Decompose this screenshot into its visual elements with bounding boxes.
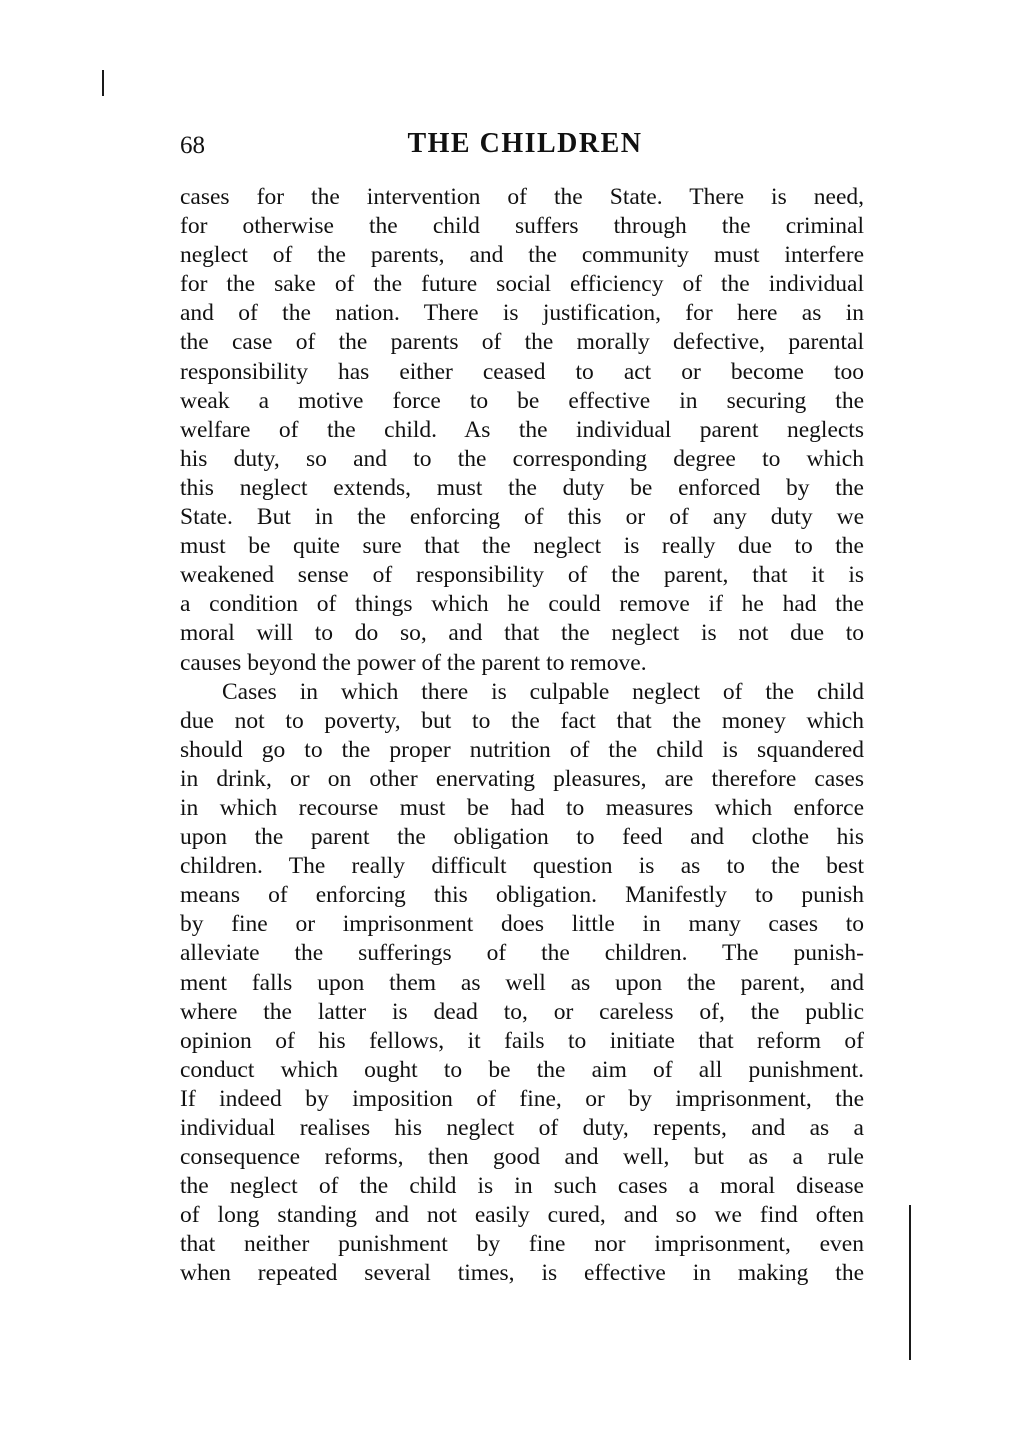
text-line: neglect of the parents, and the community must interfere xyxy=(180,242,864,269)
text-line: State. But in the enforcing of this or of any duty we xyxy=(180,504,864,531)
text-line: this neglect extends, must the duty be enforced by the xyxy=(180,474,864,501)
text-line: for otherwise the child suffers through the criminal xyxy=(180,213,864,240)
text-line: in which recourse must be had to measures which enforce xyxy=(180,794,864,821)
text-line: If indeed by imposition of fine, or by imprisonment, the xyxy=(180,1085,864,1112)
text-line: the case of the parents of the morally defective, parental xyxy=(180,329,864,356)
text-line: moral will to do so, and that the neglect is not due to xyxy=(180,620,864,647)
text-line: of long standing and not easily cured, and so we find often xyxy=(180,1202,864,1229)
text-line: conduct which ought to be the aim of all punishment. xyxy=(180,1056,864,1083)
text-line: ment falls upon them as well as upon the parent, and xyxy=(180,969,864,996)
text-line: for the sake of the future social efficiency of the individual xyxy=(180,271,864,298)
text-line: Cases in which there is culpable neglect of the child xyxy=(222,678,864,705)
text-line: a condition of things which he could remove if he had the xyxy=(180,591,864,618)
scan-edge-mark-right xyxy=(909,1205,911,1360)
text-line: opinion of his fellows, it fails to initiate that reform of xyxy=(180,1027,864,1054)
text-line: individual realises his neglect of duty, repents, and as a xyxy=(180,1115,864,1141)
text-line: and of the nation. There is justification, for here as in xyxy=(180,300,864,327)
text-line: welfare of the child. As the individual parent neglects xyxy=(180,416,864,443)
text-line: causes beyond the power of the parent to remove. xyxy=(180,649,647,676)
text-line: weakened sense of responsibility of the parent, that it is xyxy=(180,562,864,589)
text-line: where the latter is dead to, or careless of, the public xyxy=(180,998,864,1025)
text-line: that neither punishment by fine nor imprisonment, even xyxy=(180,1231,864,1258)
text-line: responsibility has either ceased to act or become too xyxy=(180,358,864,385)
text-line: his duty, so and to the corresponding degree to which xyxy=(180,445,864,472)
text-line: should go to the proper nutrition of the child is squandered xyxy=(180,736,864,763)
text-line: when repeated several times, is effective in making the xyxy=(180,1260,864,1287)
body-text xyxy=(180,183,864,1289)
text-line: must be quite sure that the neglect is really due to the xyxy=(180,533,864,560)
paragraph-2 xyxy=(180,678,864,1289)
text-line: consequence reforms, then good and well, but as a rule xyxy=(180,1144,864,1171)
text-line: due not to poverty, but to the fact that the money which xyxy=(180,707,864,734)
running-head xyxy=(180,128,870,164)
text-line: upon the parent the obligation to feed and clothe his xyxy=(180,824,864,851)
text-line: in drink, or on other enervating pleasures, are therefore cases xyxy=(180,765,864,792)
text-line: the neglect of the child is in such cases a moral disease xyxy=(180,1173,864,1200)
scan-edge-mark-top xyxy=(102,70,104,96)
text-line: cases for the intervention of the State. There is need, xyxy=(180,184,864,210)
page-number: 68 xyxy=(180,132,205,159)
text-line: children. The really difficult question is as to the best xyxy=(180,853,864,880)
running-title: THE CHILDREN xyxy=(407,128,643,159)
text-line: means of enforcing this obligation. Manifestly to punish xyxy=(180,882,864,909)
paragraph-1 xyxy=(180,183,864,678)
text-line: by fine or imprisonment does little in many cases to xyxy=(180,911,864,938)
text-line: alleviate the sufferings of the children. The punish- xyxy=(180,940,864,967)
text-line: weak a motive force to be effective in securing the xyxy=(180,387,864,414)
